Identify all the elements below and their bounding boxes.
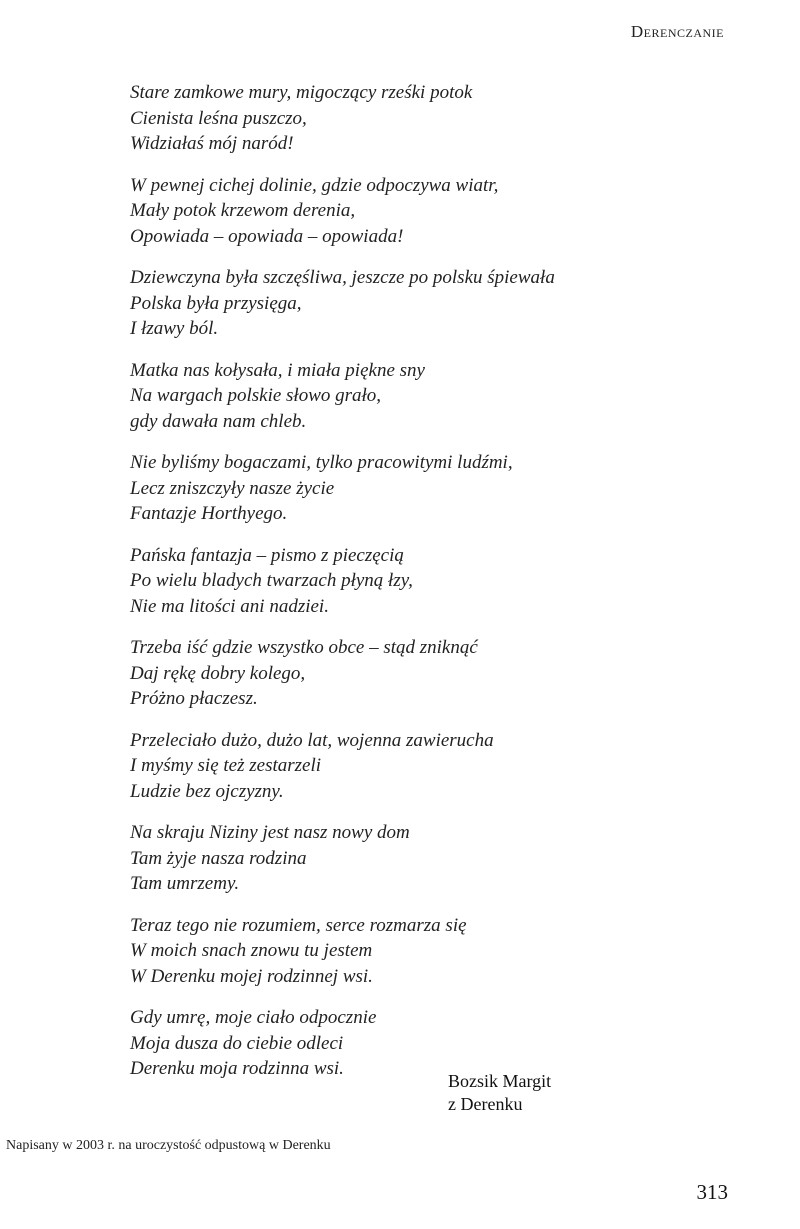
poem-line: Polska była przysięga, (130, 292, 302, 314)
stanza (130, 913, 690, 990)
poem-line: Ludzie bez ojczyzny. (130, 780, 284, 802)
poem-line: W moich snach znowu tu jestem (130, 940, 373, 961)
author-origin: z Derenku (448, 1094, 523, 1114)
poem-line: Teraz tego nie rozumiem, serce rozmarza się (130, 914, 467, 936)
poem-line: Matka nas kołysała, i miała piękne sny (130, 359, 425, 381)
poem-line: Próżno płaczesz. (130, 688, 258, 709)
poem-line: Nie byliśmy bogaczami, tylko pracowitymi ludźmi, (130, 452, 513, 473)
poem-line: Tam żyje nasza rodzina (130, 847, 307, 869)
stanza (130, 450, 690, 527)
stanza (130, 728, 690, 805)
poem-line: Moja dusza do ciebie odleci (130, 1032, 344, 1054)
poem-line: I łzawy ból. (130, 318, 219, 339)
poem-line: Pańska fantazja – pismo z pieczęcią (130, 544, 404, 566)
poem-line: Trzeba iść gdzie wszystko obce – stąd zniknąć (130, 637, 478, 658)
poem-line: Gdy umrę, moje ciało odpocznie (130, 1007, 377, 1028)
poem-line: W pewnej cichej dolinie, gdzie odpoczywa wiatr, (130, 174, 499, 196)
stanza (130, 173, 690, 250)
poem-line: Dziewczyna była szczęśliwa, jeszcze po polsku śpiewała (130, 267, 555, 288)
page-number: 313 (696, 1180, 728, 1204)
stanza (130, 635, 690, 712)
stanza (130, 358, 690, 435)
poem-line: Cienista leśna puszczo, (130, 107, 307, 129)
author-signature (448, 1070, 551, 1116)
poem-line: I myśmy się też zestarzeli (130, 755, 322, 776)
poem-line: Na skraju Niziny jest nasz nowy dom (130, 822, 410, 843)
poem-line: W Derenku mojej rodzinnej wsi. (130, 965, 373, 987)
poem-line: Daj rękę dobry kolego, (130, 662, 306, 684)
poem-line: Fantazje Horthyego. (130, 503, 288, 524)
stanza (130, 265, 690, 342)
stanza (130, 80, 690, 157)
poem (130, 80, 690, 1098)
footnote: Napisany w 2003 r. na uroczystość odpustową w Derenku (6, 1138, 331, 1153)
poem-line: Nie ma litości ani nadziei. (130, 595, 329, 617)
poem-line: Przeleciało dużo, dużo lat, wojenna zawierucha (130, 729, 494, 751)
poem-line: Stare zamkowe mury, migoczący rześki potok (130, 82, 473, 103)
stanza (130, 1005, 690, 1082)
poem-line: Derenku moja rodzinna wsi. (130, 1058, 344, 1079)
running-head: Derenczanie (630, 22, 724, 41)
poem-line: Na wargach polskie słowo grało, (130, 385, 382, 406)
poem-line: Widziałaś mój naród! (130, 133, 294, 154)
poem-line: Po wielu bladych twarzach płyną łzy, (130, 570, 413, 591)
poem-line: Opowiada – opowiada – opowiada! (130, 225, 404, 247)
poem-line: gdy dawała nam chleb. (130, 410, 307, 432)
author-name: Bozsik Margit (448, 1071, 552, 1091)
stanza (130, 820, 690, 897)
stanza (130, 543, 690, 620)
poem-line: Mały potok krzewom derenia, (130, 200, 356, 221)
poem-line: Tam umrzemy. (130, 873, 240, 894)
poem-line: Lecz zniszczyły nasze życie (130, 477, 335, 499)
